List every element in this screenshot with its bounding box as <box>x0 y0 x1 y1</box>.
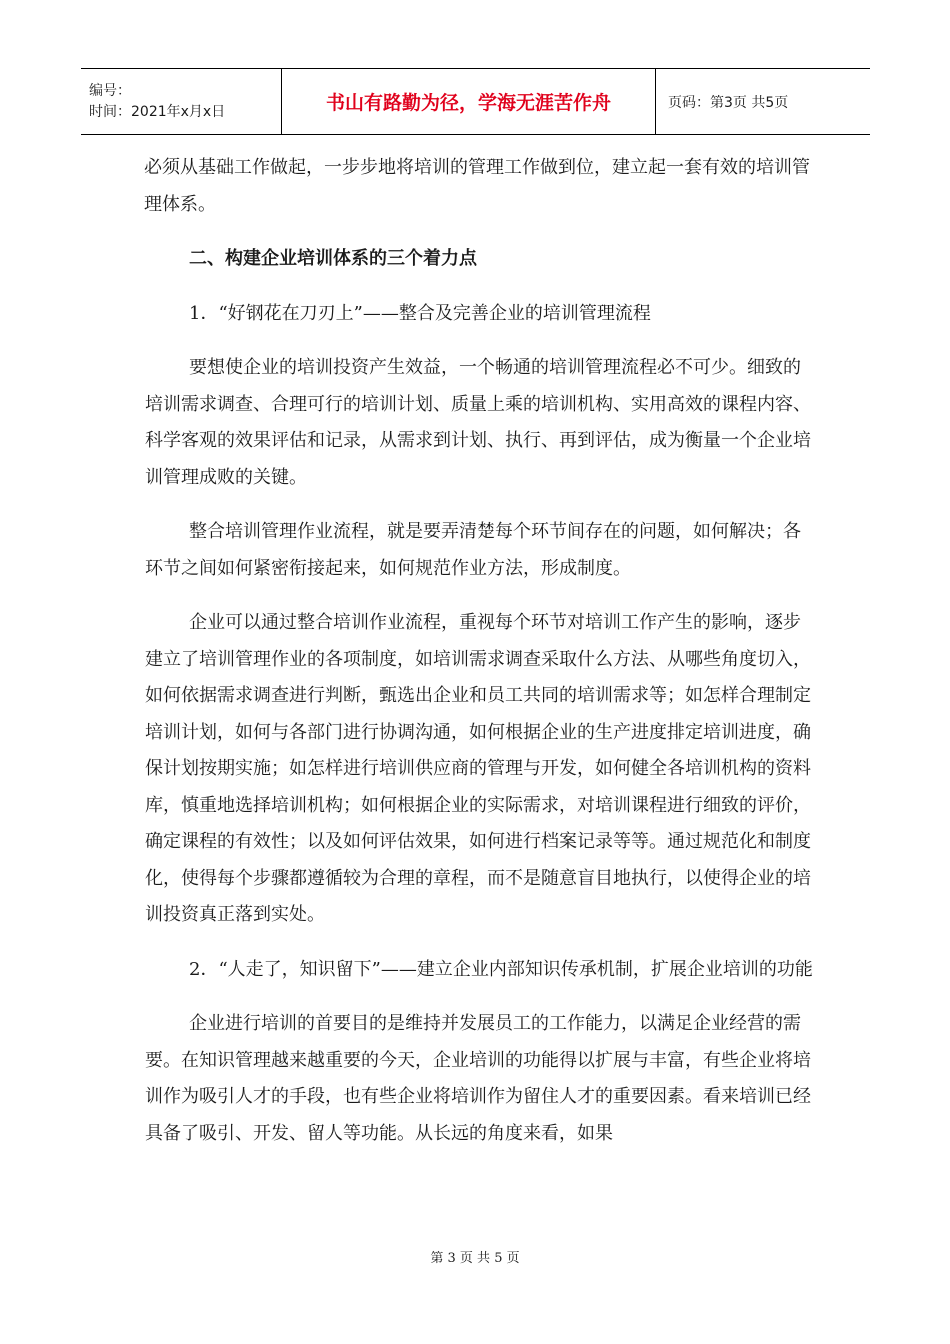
header-meta <box>81 69 282 134</box>
document-body <box>145 150 815 1152</box>
section-heading: 二、构建企业培训体系的三个着力点 <box>189 248 477 269</box>
header-motto: 书山有路勤为径，学海无涯苦作舟 <box>325 92 611 114</box>
header-page-info: 页码：第3页 共5页 <box>668 94 789 111</box>
date-label: 时间：2021年x月x日 <box>89 103 226 120</box>
header-page-info-cell <box>656 69 870 134</box>
paragraph: 整合培训管理作业流程，就是要弄清楚每个环节间存在的问题，如何解决；各环节之间如何紧密衔接起来，如何规范作业方法，形成制度。 <box>145 521 801 579</box>
paragraph-continuation: 必须从基础工作做起，一步步地将培训的管理工作做到位，建立起一套有效的培训管理体系。 <box>144 157 810 215</box>
page-header <box>81 68 870 135</box>
paragraph: 企业进行培训的首要目的是维持并发展员工的工作能力，以满足企业经营的需要。在知识管理越来越重要的今天，企业培训的功能得以扩展与丰富，有些企业将培训作为吸引人才的手段，也有些企业将培训作为留住人才的重要因素。看来培训已经具备了吸引、开发、留人等功能。从长远的角度来看，如果 <box>145 1013 811 1144</box>
subsection-heading-2: 2．“人走了，知识留下”——建立企业内部知识传承机制，扩展企业培训的功能 <box>189 958 813 980</box>
paragraph: 企业可以通过整合培训作业流程，重视每个环节对培训工作产生的影响，逐步建立了培训管理作业的各项制度，如培训需求调查采取什么方法、从哪些角度切入，如何依据需求调查进行判断，甄选出企业和员工共同的培训需求等；如怎样合理制定培训计划，如何与各部门进行协调沟通，如何根据企业的生产进度排定培训进度，确保计划按期实施；如怎样进行培训供应商的管理与开发，如何健全各培训机构的资料库，慎重地选择培训机构；如何根据企业的实际需求，对培训课程进行细致的评价，确定课程的有效性；以及如何评估效果，如何进行档案记录等等。通过规范化和制度化，使得每个步骤都遵循较为合理的章程，而不是随意盲目地执行，以使得企业的培训投资真正落到实处。 <box>145 612 811 925</box>
paragraph: 要想使企业的培训投资产生效益，一个畅通的培训管理流程必不可少。细致的培训需求调查、合理可行的培训计划、质量上乘的培训机构、实用高效的课程内容、科学客观的效果评估和记录，从需求到计划、执行、再到评估，成为衡量一个企业培训管理成败的关键。 <box>145 357 811 488</box>
subsection-heading-1: 1．“好钢花在刀刃上”——整合及完善企业的培训管理流程 <box>189 302 651 324</box>
page-footer: 第 3 页 共 5 页 <box>430 1251 520 1266</box>
number-label: 编号： <box>89 82 131 99</box>
header-motto-cell <box>282 69 656 134</box>
